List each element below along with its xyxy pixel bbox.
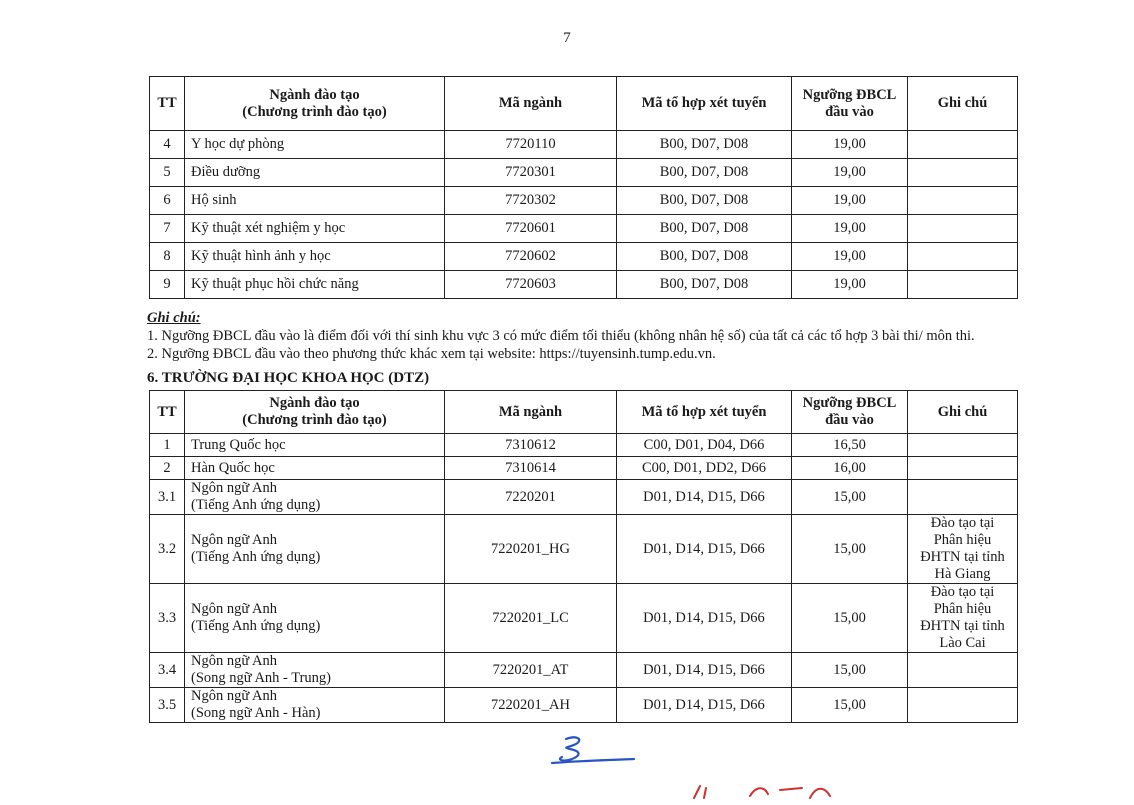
subject-combination: D01, D14, D15, D66 [617, 584, 792, 653]
subject-combination: D01, D14, D15, D66 [617, 653, 792, 688]
major-name: Ngôn ngữ Anh (Tiếng Anh ứng dụng) [185, 515, 445, 584]
major-name: Kỹ thuật xét nghiệm y học [185, 215, 445, 243]
row-number: 1 [150, 434, 185, 457]
admission-table-1 [149, 76, 1018, 299]
table-row [150, 243, 1018, 271]
signature-mark [548, 733, 638, 772]
threshold-score: 19,00 [792, 187, 908, 215]
threshold-score: 15,00 [792, 653, 908, 688]
column-header-tt: TT [150, 391, 185, 434]
column-header-note: Ghi chú [908, 77, 1018, 131]
admission-table-2 [149, 390, 1018, 723]
table-header-row [150, 77, 1018, 131]
threshold-score: 15,00 [792, 688, 908, 723]
column-header-tt: TT [150, 77, 185, 131]
table-row [150, 480, 1018, 515]
note-cell: Đào tạo tại Phân hiệu ĐHTN tại tỉnh Hà Giang [908, 515, 1018, 584]
column-header-code: Mã ngành [445, 391, 617, 434]
note-cell [908, 243, 1018, 271]
table-row [150, 515, 1018, 584]
subject-combination: B00, D07, D08 [617, 271, 792, 299]
major-code: 7220201_HG [445, 515, 617, 584]
table-row [150, 187, 1018, 215]
note-cell [908, 187, 1018, 215]
column-header-code: Mã ngành [445, 77, 617, 131]
subject-combination: B00, D07, D08 [617, 131, 792, 159]
threshold-score: 15,00 [792, 584, 908, 653]
table-row [150, 131, 1018, 159]
major-name: Hàn Quốc học [185, 457, 445, 480]
subject-combination: B00, D07, D08 [617, 187, 792, 215]
major-code: 7310614 [445, 457, 617, 480]
threshold-score: 19,00 [792, 271, 908, 299]
table-row [150, 434, 1018, 457]
note-cell [908, 457, 1018, 480]
table-row [150, 584, 1018, 653]
major-name: Ngôn ngữ Anh (Song ngữ Anh - Trung) [185, 653, 445, 688]
major-name: Kỹ thuật hình ảnh y học [185, 243, 445, 271]
major-name: Điều dưỡng [185, 159, 445, 187]
note-cell [908, 271, 1018, 299]
subject-combination: B00, D07, D08 [617, 215, 792, 243]
page-number: 7 [563, 30, 571, 46]
row-number: 6 [150, 187, 185, 215]
subject-combination: B00, D07, D08 [617, 243, 792, 271]
row-number: 3.4 [150, 653, 185, 688]
column-header-combination: Mã tổ hợp xét tuyển [617, 391, 792, 434]
row-number: 7 [150, 215, 185, 243]
column-header-combination: Mã tổ hợp xét tuyển [617, 77, 792, 131]
table-row [150, 215, 1018, 243]
major-code: 7220201 [445, 480, 617, 515]
row-number: 3.1 [150, 480, 185, 515]
subject-combination: D01, D14, D15, D66 [617, 688, 792, 723]
major-name: Kỹ thuật phục hồi chức năng [185, 271, 445, 299]
major-code: 7220201_LC [445, 584, 617, 653]
row-number: 3.2 [150, 515, 185, 584]
threshold-score: 16,00 [792, 457, 908, 480]
row-number: 2 [150, 457, 185, 480]
threshold-score: 19,00 [792, 159, 908, 187]
stamp-mark [690, 778, 840, 805]
table-row [150, 653, 1018, 688]
major-code: 7720602 [445, 243, 617, 271]
major-name: Hộ sinh [185, 187, 445, 215]
subject-combination: D01, D14, D15, D66 [617, 480, 792, 515]
table-row [150, 688, 1018, 723]
table-row [150, 271, 1018, 299]
row-number: 9 [150, 271, 185, 299]
subject-combination: B00, D07, D08 [617, 159, 792, 187]
column-header-threshold: Ngưỡng ĐBCL đầu vào [792, 391, 908, 434]
column-header-major: Ngành đào tạo (Chương trình đào tạo) [185, 77, 445, 131]
threshold-score: 15,00 [792, 480, 908, 515]
table-row [150, 457, 1018, 480]
table-body [150, 434, 1018, 723]
threshold-score: 15,00 [792, 515, 908, 584]
major-name: Trung Quốc học [185, 434, 445, 457]
note-cell [908, 215, 1018, 243]
threshold-score: 19,00 [792, 243, 908, 271]
section-title: 6. TRƯỜNG ĐẠI HỌC KHOA HỌC (DTZ) [147, 370, 430, 386]
table-header-row [150, 391, 1018, 434]
major-code: 7310612 [445, 434, 617, 457]
major-code: 7720302 [445, 187, 617, 215]
subject-combination: D01, D14, D15, D66 [617, 515, 792, 584]
note-cell [908, 653, 1018, 688]
major-code: 7220201_AH [445, 688, 617, 723]
major-code: 7220201_AT [445, 653, 617, 688]
row-number: 3.3 [150, 584, 185, 653]
major-name: Ngôn ngữ Anh (Tiếng Anh ứng dụng) [185, 584, 445, 653]
row-number: 3.5 [150, 688, 185, 723]
note-cell [908, 159, 1018, 187]
major-code: 7720603 [445, 271, 617, 299]
note-line-1: 1. Ngưỡng ĐBCL đầu vào là điểm đối với thí sinh khu vực 3 có mức điểm tối thiểu (không nhân hệ số) của tất cả các tổ hợp 3 bài thi/ môn thi. [147, 328, 975, 344]
column-header-note: Ghi chú [908, 391, 1018, 434]
major-code: 7720301 [445, 159, 617, 187]
threshold-score: 19,00 [792, 215, 908, 243]
table-row [150, 159, 1018, 187]
table-body [150, 131, 1018, 299]
row-number: 5 [150, 159, 185, 187]
note-cell [908, 131, 1018, 159]
subject-combination: C00, D01, DD2, D66 [617, 457, 792, 480]
major-name: Ngôn ngữ Anh (Tiếng Anh ứng dụng) [185, 480, 445, 515]
note-cell [908, 480, 1018, 515]
note-cell [908, 434, 1018, 457]
row-number: 4 [150, 131, 185, 159]
major-name: Y học dự phòng [185, 131, 445, 159]
major-name: Ngôn ngữ Anh (Song ngữ Anh - Hàn) [185, 688, 445, 723]
threshold-score: 19,00 [792, 131, 908, 159]
major-code: 7720110 [445, 131, 617, 159]
note-line-2: 2. Ngưỡng ĐBCL đầu vào theo phương thức khác xem tại website: https://tuyensinh.tump.edu.vn. [147, 346, 716, 362]
notes-block [147, 309, 1047, 363]
column-header-major: Ngành đào tạo (Chương trình đào tạo) [185, 391, 445, 434]
threshold-score: 16,50 [792, 434, 908, 457]
column-header-threshold: Ngưỡng ĐBCL đầu vào [792, 77, 908, 131]
major-code: 7720601 [445, 215, 617, 243]
note-cell: Đào tạo tại Phân hiệu ĐHTN tại tỉnh Lào Cai [908, 584, 1018, 653]
notes-title: Ghi chú: [147, 310, 201, 326]
subject-combination: C00, D01, D04, D66 [617, 434, 792, 457]
row-number: 8 [150, 243, 185, 271]
note-cell [908, 688, 1018, 723]
